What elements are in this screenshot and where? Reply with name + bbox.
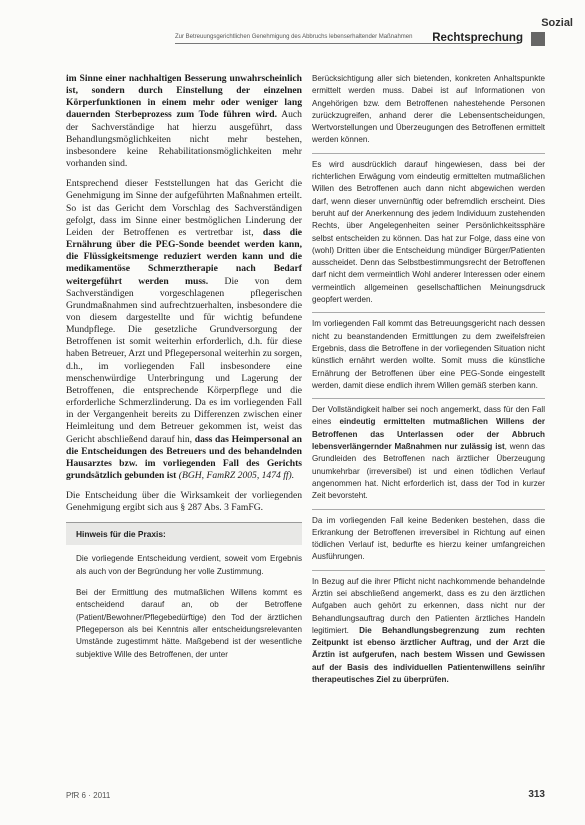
bold-text: Die Behandlungsbegrenzung zum rechten Zeitpunkt ist ebenso ärztlicher Auftrag, und der Arzt die Ärztin ist aufgerufen, nach bestem Wissen und Gewissen auf der Basis des individuellen Patientenwillens sein/ihr therapeutisches Ziel zu überprüfen.: [312, 625, 545, 685]
note-paragraph: [312, 576, 545, 687]
note-paragraph: Berücksichtigung aller sich bietenden, konkreten Anhaltspunkte ermittelt werden muss. Dabei ist auf Informationen von Angehörigen bzw. dem Betroffenen nahestehende Personen zurückzugreifen, anhand derer die Lebensentscheidungen, Wertvorstellungen und Überzeugungen des Betroffenen ermittelt werden können.: [312, 74, 545, 145]
note-section: [312, 398, 545, 502]
note-paragraph: [312, 404, 545, 502]
note-section: [312, 153, 545, 307]
note-section: [312, 509, 545, 564]
text: In Bezug auf die ihrer Pflicht nicht nachkommende behandelnde Ärztin sei abschließend angemerkt, dass es zu den ärztlichen Aufgaben auch gehört zu erkennen, dass nicht nur der Behandlungsauftrag durch den Patienten ärztliches Handeln legitimiert.: [312, 576, 545, 635]
text: , wenn das Grundleiden des Betroffenen nach ärztlicher Überzeugung unumkehrbar (irreversibel) ist und einen tödlichen Verlauf angenommen hat. Nicht erforderlich ist, dass der Tod in kurzer Zeit bevorsteht.: [312, 442, 545, 501]
note-section: [312, 73, 545, 147]
page-number: 313: [528, 789, 545, 800]
note-section: [312, 312, 545, 392]
text: Die von dem Sachverständigen vorgeschlagenen pflegerischen Grundmaßnahmen sind aufrechtzuerhalten, insbesondere die von diesem dargestellte und für wichtig befundene Mundpflege. Die gesetzliche Grundversorgung der Betroffenen ist somit weiterhin erforderlich, d.h. für diese haben Betreuer, Arzt und Pflegepersonal weiterhin zu sorgen, d.h., im vorliegenden Fall insbesondere eine menschenwürdige Unterbringung und Lagerung der Betroffenen, die entsprechende Körperpflege und die erforderliche Schmerzlinderung. Da es im vorliegenden Fall in der Vergangenheit bereits zu Differenzen zwischen einer Heimleitung und dem Betreuer gekommen ist, weist das Gericht abschließend darauf hin,: [66, 275, 302, 445]
practice-note-body: [66, 545, 302, 660]
practice-note-box: [66, 522, 302, 660]
bold-text: eindeutig ermittelten mutmaßlichen Willens der Betroffenen das Unterlassen oder der Abbruch lebensverlängernder Maßnahmen nur zulässig ist: [312, 417, 545, 452]
bold-text: dass die Ernährung über die PEG-Sonde beendet werden kann, die Flüssigkeitsmenge reduziert werden kann und die medikamentöse Schmerztherapie nach Bedarf weitergeführt werden muss.: [66, 226, 303, 287]
right-column: [312, 73, 545, 692]
bold-text: dass das Heimpersonal an die Entscheidungen des Betreuers und des behandelnden Hausarztes bzw. im vorliegenden Fall des Gerichts grundsätzlich gebunden ist: [66, 433, 302, 481]
text: Entsprechend dieser Feststellungen hat das Gericht die Genehmigung im Sinne der aufgeführten Maßnahmen erteilt. So ist das Gericht dem Vorschlag des Sachverständigen gefolgt, dass im Sinne einer bestmöglichen Linderung der Leiden der Betroffenen es vertretbar ist,: [66, 178, 302, 238]
header-rule: [175, 43, 519, 44]
left-column: [66, 73, 302, 670]
running-subtitle: Zur Betreuungsgerichtlichen Genehmigung des Abbruchs lebenserhaltender Maßnahmen: [175, 34, 413, 40]
section-square-icon: [531, 32, 545, 46]
note-section: [312, 570, 545, 687]
paragraph: [66, 73, 302, 170]
note-paragraph: Es wird ausdrücklich darauf hingewiesen, dass bei der richterlichen Erwägung vom eindeutig ermittelten mutmaßlichen Willen des Betroffenen auch dann nicht abgewichen werden darf, wenn dieser unvernünftig oder befremdlich erscheint. Dies beruht auf der Anerkennung des jedem Individuum zustehenden Rechts, über Angelegenheiten seiner Persönlichkeitssphäre selbst entscheiden zu können. Das hat zur Folge, dass eine von (wohl) Dritten über die Entscheidung mündiger Bürger/Patienten ausscheidet. Denn das Selbstbestimmungsrecht der Betroffenen darf nicht dem vermeintlich Wohl anderer Interessen oder einem vermeintlich allgemeinen gesellschaftlichen Meinungsdruck geopfert werden.: [312, 159, 545, 305]
note-paragraph: Bei der Ermittlung des mutmaßlichen Willens kommt es entscheidend darauf an, ob der Betroffene (Patient/Bewohner/Pflegebedürftige) den Tod der ärztlichen Pflegeperson als bei Kenntnis aller entscheidungsrelevanten Umstände zugestimmt hätte. Maßgebend ist der wesentliche subjektive Wille des Betroffenen, der unter: [76, 588, 302, 659]
text: Der Vollständigkeit halber sei noch angemerkt, dass für den Fall eines: [312, 405, 545, 427]
note-paragraph: Im vorliegenden Fall kommt das Betreuungsgericht nach dessen nicht zu beanstandenden Ermittlungen zu dem zweifelsfreien Ergebnis, dass die Betroffene in der vorliegenden Situation nicht künstlich ernährt werden wollte. Somit muss die künstliche Ernährung der Betroffenen über eine PEG-Sonde eingestellt werden, damit diese endlich ihrem Willen gemäß sterben kann.: [312, 319, 545, 390]
section-tag: Sozial: [541, 17, 573, 29]
paragraph: Die Entscheidung über die Wirksamkeit der vorliegenden Genehmigung ergibt sich aus § 287 Abs. 3 FamFG.: [66, 490, 302, 514]
bold-text: im Sinne einer nachhaltigen Besserung unwahrscheinlich ist, sondern durch Einstellung der einzelnen Körperfunktionen in einem mehr oder weniger lang dauernden Sterbeprozess zum Tode führen wird.: [66, 73, 302, 121]
citation: (BGH, FamRZ 2005, 1474 ff).: [176, 470, 295, 481]
text: Auch der Sachverständige hat hierzu ausgeführt, dass Behandlungsmöglichkeiten nicht mehr bestehen, insbesondere keine Rehabilitationsmöglichkeiten mehr vorhanden sind.: [66, 109, 302, 170]
practice-note-title: Hinweis für die Praxis:: [66, 523, 302, 545]
page-header: [0, 0, 585, 50]
section-title: Rechtsprechung: [432, 32, 523, 44]
note-paragraph: Da im vorliegenden Fall keine Bedenken bestehen, dass die Erkrankung der Betroffenen irreversibel in Richtung auf einen tödlichen Verlauf ist, bedurfte es hierzu keiner umfangreichen Ausführungen.: [312, 515, 545, 562]
paragraph: [66, 178, 302, 482]
note-paragraph: Die vorliegende Entscheidung verdient, soweit vom Ergebnis als auch von der Begründung her volle Zustimmung.: [76, 554, 302, 576]
journal-footer: PfR 6 · 2011: [66, 791, 111, 800]
